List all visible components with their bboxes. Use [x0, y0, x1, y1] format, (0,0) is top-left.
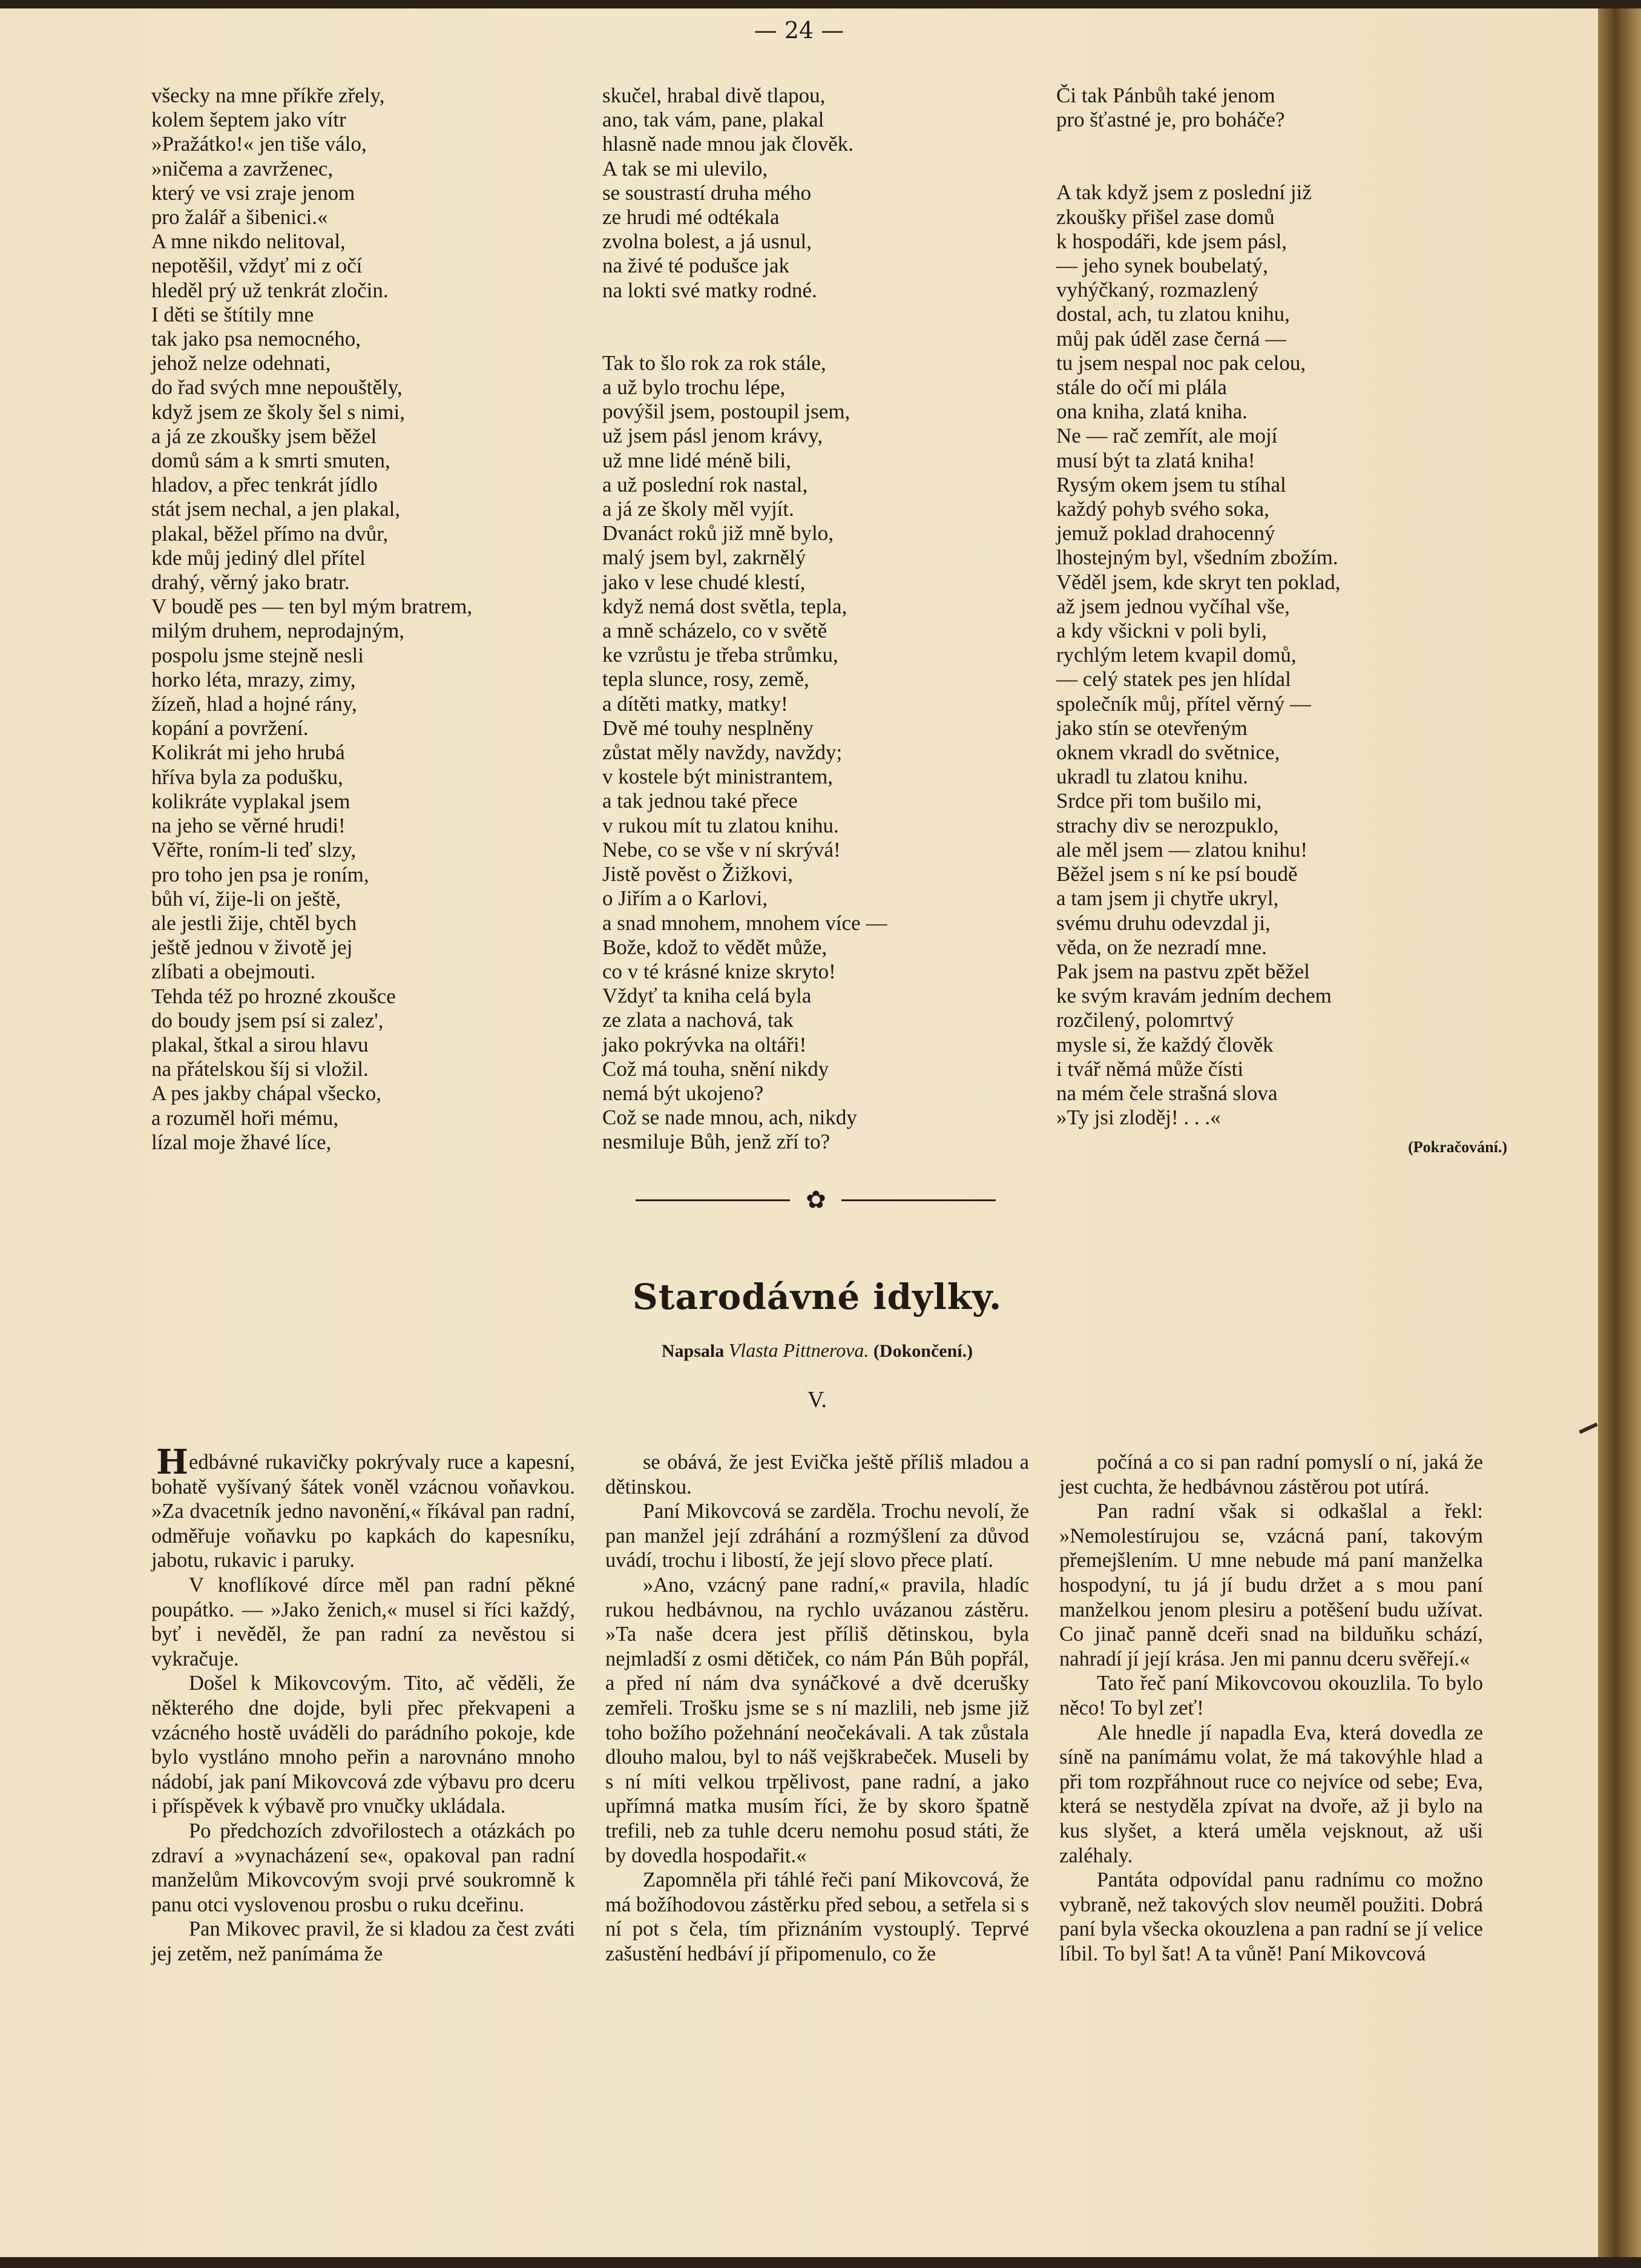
poem-line: ukradl tu zlatou knihu.	[1056, 765, 1248, 789]
poem-line: vyhýčkaný, rozmazlený	[1056, 278, 1259, 302]
poem-line: Dvanáct roků již mně bylo,	[602, 521, 834, 546]
story-paragraph: Tato řeč paní Mikovcovou okouzlila. To bylo něco! To byl zeť!	[1059, 1672, 1483, 1719]
poem-line: jehož nelze odehnati,	[151, 351, 331, 375]
poem-line: už jsem pásl jenom krávy,	[602, 424, 823, 448]
poem-line	[1056, 156, 1492, 180]
poem-line: stát jsem nechal, a jen plakal,	[151, 497, 401, 521]
poem-line: pro toho jen psa je roním,	[151, 862, 369, 886]
poem-line: malý jsem byl, zakrnělý	[602, 546, 806, 570]
poem-line: Pak jsem na pastvu zpět běžel	[1056, 959, 1310, 983]
poem-line: jako v lese chudé klestí,	[602, 570, 806, 594]
poem-line: a mně scházelo, co v světě	[602, 619, 827, 643]
story-paragraph: Pan radní však si odkašlal a řekl: »Nemolestírujou se, vzácná paní, takovým přemejšlením. U mne nebude má paní manželka hospodyní, tu já jí budu držet a s mou paní manželkou jenom plesiru a potěšení budu užívat. Co jinač panně dceři snad na bilduňku schází, nahradí jí její krása. Jen mi pannu dceru svěřejí.«	[1059, 1500, 1483, 1670]
poem-line: plakal, štkal a sirou hlavu	[151, 1032, 369, 1057]
poem-line: horko léta, mrazy, zimy,	[151, 667, 356, 691]
poem-line: a tam jsem ji chytře ukryl,	[1056, 886, 1279, 911]
poem-line: stále do očí mi plála	[1056, 375, 1227, 400]
poem-column-3	[1056, 84, 1492, 1130]
poem-line: i tvář němá může čísti	[1056, 1057, 1244, 1081]
poem-line: ano, tak vám, pane, plakal	[602, 108, 824, 132]
poem-line: když nemá dost světla, tepla,	[602, 594, 847, 618]
poem-line: pro šťastné je, pro boháče?	[1056, 108, 1285, 132]
story-paragraph: »Ano, vzácný pane radní,« pravila, hladíc rukou hedbávnou, na rychlo uvázanou zástěru. »Ta naše dcera jest příliš dětinskou, byla nejmladší z osmi dětiček, co nám Pán Bůh popřál, a před ní nám dva synáčkové a dvě dcerušky zemřeli. Trošku jsme se s ní mazlili, neb jsme již toho božího požehnání neočekávali. A tak zůstala dlouho malou, byl to náš vejškrabeček. Museli by s ní míti velkou trpělivost, pane radní, a jako upřímná matka musím říci, že by skoro špatně trefili, neb za tuhle dceru nemohu posud státi, že by dovedla hospodařit.«	[605, 1573, 1029, 1867]
bottom-border	[0, 2257, 1641, 2268]
poem-line: na jeho se věrné hrudi!	[151, 814, 346, 838]
poem-line: Věděl jsem, kde skryt ten poklad,	[1056, 570, 1341, 594]
poem-line: zlíbati a obejmouti.	[151, 960, 316, 984]
poem-line: Dvě mé touhy nesplněny	[602, 716, 814, 740]
poem-line: zkoušky přišel zase domů	[1056, 205, 1275, 229]
poem-line: a já ze zkoušky jsem běžel	[151, 424, 377, 448]
author-name: Vlasta Pittnerova.	[728, 1339, 869, 1361]
poem-line: domů sám a k smrti smuten,	[151, 449, 390, 473]
poem-line: ale jestli žije, chtěl bych	[151, 911, 357, 935]
poem-line: kopání a povržení.	[151, 716, 309, 740]
poem-line: Což se nade mnou, ach, nikdy	[602, 1106, 857, 1130]
poem-line: na lokti své matky rodné.	[602, 278, 817, 302]
divider-line-left	[636, 1199, 790, 1201]
continued-note: (Pokračování.)	[1408, 1138, 1507, 1156]
poem-line: v kostele být ministrantem,	[602, 765, 834, 789]
poem-line: nesmiluje Bůh, jenž zří to?	[602, 1130, 830, 1154]
poem-line: V boudě pes — ten byl mým bratrem,	[151, 595, 473, 619]
poem-line: Vždyť ta kniha celá byla	[602, 984, 812, 1008]
poem-line	[602, 327, 1050, 351]
page-binding-edge	[1598, 0, 1641, 2268]
poem-line: tu jsem nespal noc pak celou,	[1056, 351, 1306, 375]
poem-line: ještě jednou v životě jej	[151, 935, 353, 960]
poem-line: Běžel jsem s ní ke psí boudě	[1056, 862, 1298, 886]
poem-line: A mne nikdo nelitoval,	[151, 229, 346, 254]
poem-line: Což má touha, snění nikdy	[602, 1057, 829, 1081]
poem-line: který ve vsi zraje jenom	[151, 180, 355, 205]
story-paragraph: počíná a co si pan radní pomyslí o ní, jaká že jest cuchta, že hedbávnou zástěrou pot utírá.	[1059, 1451, 1483, 1498]
story-paragraph: se obává, že jest Evička ještě příliš mladou a dětinskou.	[605, 1451, 1029, 1498]
poem-line: na přátelskou šíj si vložil.	[151, 1057, 369, 1081]
story-column-1	[151, 1450, 575, 1966]
byline-suffix: (Dokončení.)	[873, 1341, 973, 1361]
poem-line: každý pohyb svého soka,	[1056, 497, 1269, 521]
chapter-number: V.	[807, 1387, 827, 1413]
poem-line: hlasně nade mnou jak člověk.	[602, 132, 854, 156]
poem-line: všecky na mne příkře zřely,	[151, 84, 385, 107]
poem-line: »Ty jsi zloděj! . . .«	[1056, 1106, 1221, 1130]
poem-line: do boudy jsem psí si zalez',	[151, 1008, 384, 1032]
poem-line: věda, on že nezradí mne.	[1056, 935, 1267, 959]
poem-line: Bože, kdož to vědět může,	[602, 935, 827, 959]
poem-column-1	[151, 84, 599, 1155]
poem-line: co v té krásné knize skryto!	[602, 959, 836, 983]
poem-line: hříva byla za podušku,	[151, 765, 343, 789]
poem-line: nemá být ukojeno?	[602, 1081, 764, 1105]
byline-prefix: Napsala	[661, 1341, 725, 1361]
poem-line: A tak se mi ulevilo,	[602, 156, 768, 180]
poem-line: a rozuměl hoři mému,	[151, 1106, 339, 1130]
story-paragraph: Pan Mikovec pravil, že si kladou za čest zváti jej zetěm, než panímáma že	[151, 1917, 575, 1965]
poem-line: nepotěšil, vždyť mi z očí	[151, 254, 363, 278]
poem-line: Jistě pověst o Žižkovi,	[602, 862, 793, 886]
poem-line: rychlým letem kvapil domů,	[1056, 643, 1297, 667]
poem-line: mysle si, že každý člověk	[1056, 1032, 1274, 1057]
poem-line: o Jiřím a o Karlovi,	[602, 886, 768, 911]
poem-line: rozčilený, polomrtvý	[1056, 1008, 1234, 1032]
poem-line: zvolna bolest, a já usnul,	[602, 229, 812, 254]
poem-line: musí být ta zlatá kniha!	[1056, 448, 1255, 472]
story-paragraph: Zapomněla při táhlé řeči paní Mikovcová, že má božíhodovou zástěrku před sebou, a setřela si s ní pot s čela, tím přiznáním vystouplý. Teprvé zašustění hedbáví jí připomenulo, co že	[605, 1868, 1029, 1965]
poem-line: a už bylo trochu lépe,	[602, 375, 786, 400]
poem-line: tepla slunce, rosy, země,	[602, 667, 809, 691]
poem-line: ale měl jsem — zlatou knihu!	[1056, 837, 1308, 862]
poem-line: do řad svých mne nepouštěly,	[151, 375, 403, 400]
story-paragraph: Ale hnedle jí napadla Eva, která dovedla ze síně na panímámu volat, že má takovýhle hlad a při tom rozpřáhnout ruce co nejvíce od sebe; Eva, která se nestyděla zpívat na dvoře, až ji bylo na kus slyšet, a která uměla vejsknout, až uši zaléhaly.	[1059, 1721, 1483, 1867]
poem-line: lhostejným byl, všedním zbožím.	[1056, 546, 1338, 570]
poem-line: už mne lidé méně bili,	[602, 448, 791, 472]
poem-line: Rysým okem jsem tu stíhal	[1056, 472, 1286, 496]
poem-line: Věřte, roním-li teď slzy,	[151, 838, 357, 862]
poem-line: Nebe, co se vše v ní skrývá!	[602, 837, 841, 862]
drop-cap: H	[156, 1442, 188, 1482]
poem-line: se soustrastí druha mého	[602, 180, 812, 205]
poem-line: pro žalář a šibenici.«	[151, 205, 328, 229]
poem-line: hladov, a přec tenkrát jídlo	[151, 473, 378, 497]
poem-line: hleděl prý už tenkrát zločin.	[151, 278, 389, 302]
flower-ornament-icon: ✿	[806, 1186, 826, 1214]
story-paragraph: Pantáta odpovídal panu radnímu co možno vybraně, než takových slov neuměl použiti. Dobrá paní byla všecka okouzlena a pan radní se jí velice líbil. To byl šat! A ta vůně! Paní Mikovcová	[1059, 1868, 1483, 1965]
page-number: — 24 —	[754, 17, 844, 44]
poem-line: a dítěti matky, matky!	[602, 691, 788, 716]
section-divider	[636, 1188, 996, 1212]
poem-line: jemuž poklad drahocenný	[1056, 521, 1275, 546]
poem-line: k hospodáři, kde jsem pásl,	[1056, 229, 1287, 253]
poem-line: jako pokrývka na oltáři!	[602, 1032, 807, 1057]
poem-line: a už poslední rok nastal,	[602, 472, 808, 496]
poem-line: skučel, hrabal divě tlapou,	[602, 84, 826, 107]
poem-line: ke vzrůstu je třeba strůmku,	[602, 643, 838, 667]
poem-line: jako stín se otevřeným	[1056, 716, 1248, 740]
poem-line: a kdy všickni v poli byli,	[1056, 619, 1268, 643]
poem-column-2	[602, 84, 1050, 1155]
poem-line: na mém čele strašná slova	[1056, 1081, 1278, 1105]
poem-line: a tak jednou také přece	[602, 789, 798, 813]
divider-line-right	[841, 1199, 996, 1201]
poem-line: oknem vkradl do světnice,	[1056, 740, 1280, 765]
poem-line: tak jako psa nemocného,	[151, 327, 361, 351]
poem-line: A pes jakby chápal všecko,	[151, 1081, 382, 1106]
poem-line: Srdce při tom bušilo mi,	[1056, 789, 1262, 813]
poem-line: kde můj jediný dlel přítel	[151, 546, 366, 570]
story-column-2	[605, 1450, 1029, 1966]
poem-line: společník můj, přítel věrný —	[1056, 691, 1311, 716]
poem-line: Tak to šlo rok za rok stále,	[602, 351, 826, 375]
poem-line: — celý statek pes jen hlídal	[1056, 667, 1291, 691]
poem-line: žízeň, hlad a hojné rány,	[151, 692, 357, 716]
poem-line	[602, 303, 1050, 327]
poem-line: kolem šeptem jako vítr	[151, 108, 346, 132]
top-border	[0, 0, 1641, 8]
poem-line: na živé té podušce jak	[602, 254, 790, 278]
poem-line: strachy div se nerozpuklo,	[1056, 813, 1279, 837]
poem-line: — jeho synek boubelatý,	[1056, 254, 1268, 278]
poem-line: plakal, běžel přímo na dvůr,	[151, 521, 389, 546]
poem-line	[1056, 132, 1492, 156]
poem-line: A tak když jsem z poslední již	[1056, 180, 1312, 205]
story-byline	[545, 1339, 1090, 1362]
poem-line: můj pak úděl zase černá —	[1056, 326, 1286, 351]
poem-line: lízal moje žhavé líce,	[151, 1130, 332, 1154]
poem-line: ze hrudi mé odtékala	[602, 205, 780, 229]
poem-line: milým druhem, neprodajným,	[151, 619, 404, 643]
poem-line: povýšil jsem, postoupil jsem,	[602, 400, 850, 424]
poem-line: bůh ví, žije-li on ještě,	[151, 886, 341, 911]
poem-line: a já ze školy měl vyjít.	[602, 497, 794, 521]
poem-line: Ne — rač zemřít, ale mojí	[1056, 424, 1278, 448]
poem-line: »ničema a zavrženec,	[151, 156, 334, 180]
poem-line: drahý, věrný jako bratr.	[151, 570, 350, 595]
story-paragraph: edbávné rukavičky pokrývaly ruce a kapesní, bohatě vyšívaný šátek voněl vzácnou voňavkou. »Za dvacetník jedno navonění,« říkával pan radní, odměřuje voňavku po kapkách do kapesníku, jabotu, rukavic i paruky.	[151, 1451, 575, 1572]
poem-line: dostal, ach, tu zlatou knihu,	[1056, 302, 1290, 326]
poem-line: I děti se štítily mne	[151, 302, 314, 326]
poem-line: Kolikrát mi jeho hrubá	[151, 740, 345, 765]
poem-line: ke svým kravám jedním dechem	[1056, 984, 1332, 1008]
poem-line: v rukou mít tu zlatou knihu.	[602, 813, 839, 837]
poem-line: až jsem jednou vyčíhal vše,	[1056, 594, 1290, 618]
story-paragraph: Došel k Mikovcovým. Tito, ač věděli, že některého dne dojde, byli přec překvapeni a vzácného hostě uváděli do parádního pokoje, kde bylo vystláno mnoho peřin a narovnáno mnoho nádobí, jak paní Mikovcová zde výbavu pro dceru i příspěvek k výbavě pro vnučky ukládala.	[151, 1672, 575, 1818]
poem-line: když jsem ze školy šel s nimi,	[151, 400, 405, 424]
story-paragraph: V knoflíkové dírce měl pan radní pěkné poupátko. — »Jako ženich,« musel si říci každý, byť i nevěděl, že pan radní za nevěstou si vykračuje.	[151, 1573, 575, 1670]
story-paragraph: Paní Mikovcová se zarděla. Trochu nevolí, že pan manžel její zdráhání a rozmýšlení za důvod uvádí, trochu i libostí, že její slovo přece platí.	[605, 1500, 1029, 1572]
story-paragraph: Po předchozích zdvořilostech a otázkách po zdraví a »vynacházení se«, opakoval pan radní manželům Mikovcovým svoji prvé soukromně k panu otci vyslovenou prosbu o ruku dceřinu.	[151, 1819, 575, 1916]
poem-line: kolikráte vyplakal jsem	[151, 789, 350, 813]
poem-line: a snad mnohem, mnohem více —	[602, 911, 887, 935]
story-column-3	[1059, 1450, 1483, 1966]
poem-line: ona kniha, zlatá kniha.	[1056, 400, 1248, 424]
poem-line: pospolu jsme stejně nesli	[151, 643, 364, 667]
story-title: Starodávné idylky.	[632, 1276, 1002, 1317]
poem-line: ze zlata a nachová, tak	[602, 1008, 794, 1032]
poem-line: »Pražátko!« jen tiše válo,	[151, 132, 367, 156]
poem-line: Tehda též po hrozné zkoušce	[151, 984, 396, 1008]
poem-line: Či tak Pánbůh také jenom	[1056, 84, 1275, 107]
poem-line: svému druhu odevzdal ji,	[1056, 911, 1271, 935]
poem-line: zůstat měly navždy, navždy;	[602, 740, 843, 765]
